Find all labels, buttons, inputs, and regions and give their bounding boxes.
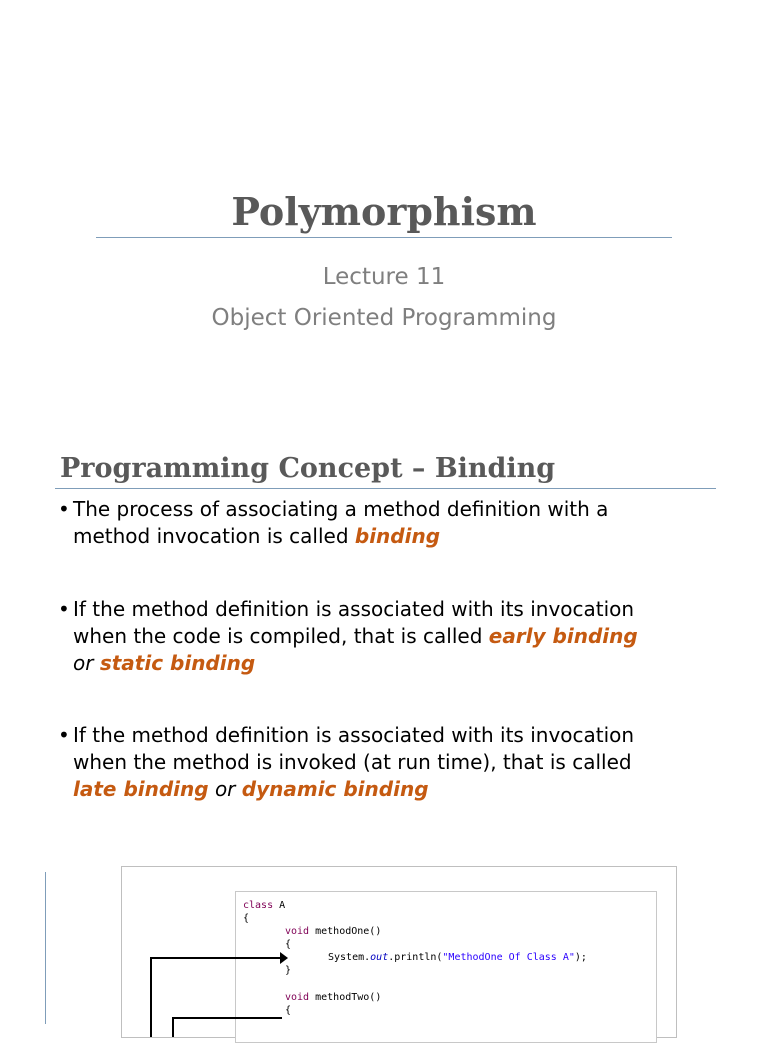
binding-slide-title: Programming Concept – Binding (60, 453, 556, 484)
term-static-binding: static binding (99, 651, 256, 675)
code-brace: } (285, 965, 292, 976)
code-brace: { (285, 1005, 292, 1016)
code-method-two: void methodTwo() (285, 992, 382, 1003)
binding-arrow-vertical (150, 957, 152, 1037)
binding-arrow-horizontal-2 (172, 1017, 282, 1019)
bullet-late-binding: • If the method definition is associated with its invocation when the method is invoked (at run time), that is called late binding or dynamic binding (58, 723, 635, 801)
term-late-binding: late binding (73, 777, 209, 801)
slide-title: Polymorphism (231, 189, 537, 234)
subtitle-lecture: Lecture 11 (322, 264, 446, 290)
bullet-marker: • (58, 597, 70, 621)
code-figure (121, 866, 677, 1038)
binding-arrow-vertical-2 (172, 1017, 174, 1037)
code-class-declaration: class A (243, 900, 286, 911)
binding-title-divider (55, 488, 716, 489)
term-early-binding: early binding (488, 624, 638, 648)
code-print-statement: System.out.println("MethodOne Of Class A"); (328, 952, 587, 963)
code-brace: { (285, 939, 292, 950)
bullet-binding-definition: • The process of associating a method definition with a method invocation is called binding (58, 497, 609, 548)
code-brace: { (243, 913, 250, 924)
subtitle-course: Object Oriented Programming (211, 305, 557, 331)
title-divider (96, 237, 672, 238)
code-panel (235, 891, 657, 1043)
bullet-marker: • (58, 723, 70, 747)
code-method-one: void methodOne() (285, 926, 382, 937)
term-binding: binding (354, 524, 441, 548)
term-dynamic-binding: dynamic binding (241, 777, 429, 801)
slide-left-accent-line (45, 872, 46, 1024)
bullet-early-binding: • If the method definition is associated with its invocation when the code is compiled, that is called early binding or static binding (58, 597, 638, 675)
arrow-head-icon (280, 952, 288, 964)
bullet-marker: • (58, 497, 70, 521)
title-slide (0, 0, 768, 430)
binding-arrow-horizontal (150, 957, 284, 959)
